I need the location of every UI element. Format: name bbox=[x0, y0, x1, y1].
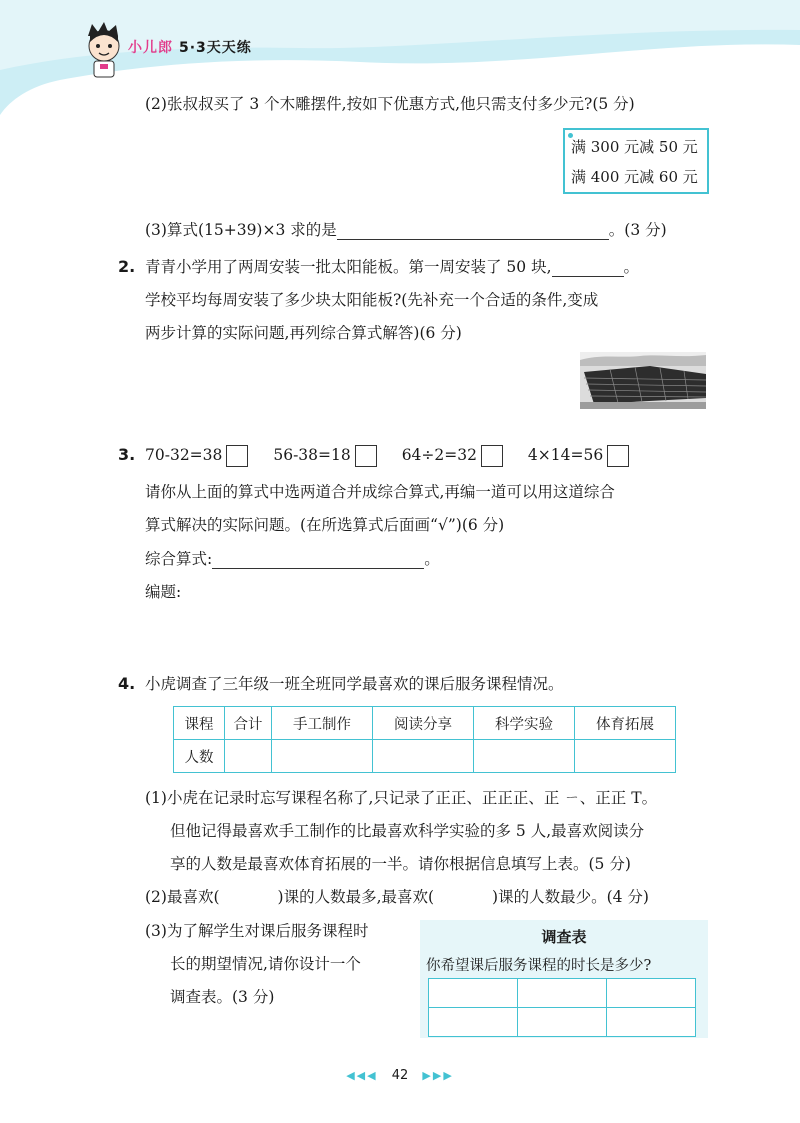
q2-line1 bbox=[145, 257, 639, 277]
q1-part3-blank[interactable] bbox=[337, 221, 609, 240]
right-arrows-icon: ▶▶▶ bbox=[422, 1069, 454, 1082]
q3-number: 3. bbox=[118, 445, 136, 464]
left-arrows-icon: ◀◀◀ bbox=[346, 1069, 378, 1082]
table-input-cell[interactable] bbox=[575, 740, 676, 773]
brand-name: 小儿郎 bbox=[128, 40, 173, 56]
q4-part2 bbox=[145, 887, 649, 907]
q4-part2-c: )课的人数最少。(4 分) bbox=[492, 888, 649, 906]
table-row bbox=[429, 979, 696, 1008]
survey-form bbox=[420, 920, 708, 1038]
page-number: 42 bbox=[391, 1068, 409, 1083]
equation-4-checkbox[interactable] bbox=[607, 445, 629, 467]
equation-2-checkbox[interactable] bbox=[355, 445, 377, 467]
table-input-cell[interactable] bbox=[373, 740, 474, 773]
survey-cell[interactable] bbox=[429, 1008, 518, 1037]
q3-line3: 算式解决的实际问题。(在所选算式后面画“√”)(6 分) bbox=[145, 516, 505, 534]
q4-part3-line3: 调查表。(3 分) bbox=[170, 988, 275, 1006]
equation-4: 4×14=56 bbox=[527, 446, 604, 464]
q3-compose-label: 编题: bbox=[145, 583, 182, 601]
table-row bbox=[174, 740, 676, 773]
solar-panel-photo bbox=[580, 352, 706, 409]
table-row bbox=[429, 1008, 696, 1037]
table-header-cell: 阅读分享 bbox=[373, 707, 474, 740]
q3-formula bbox=[145, 549, 440, 569]
table-row-label: 人数 bbox=[174, 740, 225, 773]
q3-equations bbox=[145, 445, 629, 467]
q3-formula-suffix: 。 bbox=[424, 550, 440, 568]
q4-part2-b: )课的人数最多,最喜欢( bbox=[277, 888, 435, 906]
equation-3-checkbox[interactable] bbox=[481, 445, 503, 467]
survey-cell[interactable] bbox=[607, 979, 696, 1008]
q2-line1-prefix: 青青小学用了两周安装一批太阳能板。第一周安装了 50 块, bbox=[145, 258, 552, 276]
q4-part1-line3: 享的人数是最喜欢体育拓展的一半。请你根据信息填写上表。(5 分) bbox=[170, 855, 631, 873]
q4-part3-line1: (3)为了解学生对课后服务课程时 bbox=[145, 922, 369, 940]
survey-cell[interactable] bbox=[429, 979, 518, 1008]
table-header-cell: 科学实验 bbox=[474, 707, 575, 740]
brand-title bbox=[128, 37, 252, 57]
survey-cell[interactable] bbox=[518, 1008, 607, 1037]
discount-box bbox=[563, 128, 709, 194]
q4-part3-line2: 长的期望情况,请你设计一个 bbox=[170, 955, 361, 973]
course-table bbox=[173, 706, 676, 773]
survey-grid bbox=[428, 978, 696, 1037]
q4-part1-line2: 但他记得最喜欢手工制作的比最喜欢科学实验的多 5 人,最喜欢阅读分 bbox=[170, 822, 645, 840]
q2-condition-blank[interactable] bbox=[552, 258, 624, 277]
survey-cell[interactable] bbox=[607, 1008, 696, 1037]
q1-part3 bbox=[145, 220, 667, 240]
q4-part1-line1: (1)小虎在记录时忘写课程名称了,只记录了正正、正正正、正 ㄧ、正正 T。 bbox=[145, 789, 658, 807]
table-input-cell[interactable] bbox=[474, 740, 575, 773]
q3-line2: 请你从上面的算式中选两道合并成综合算式,再编一道可以用这道综合 bbox=[145, 483, 615, 501]
q1-part3-prefix: (3)算式(15+39)×3 求的是 bbox=[145, 221, 337, 239]
discount-rule-2: 满 400 元减 60 元 bbox=[571, 168, 698, 186]
equation-1-checkbox[interactable] bbox=[226, 445, 248, 467]
q4-part2-a: (2)最喜欢( bbox=[145, 888, 220, 906]
survey-cell[interactable] bbox=[518, 979, 607, 1008]
series-name: 5·3天天练 bbox=[179, 40, 252, 56]
equation-3: 64÷2=32 bbox=[401, 446, 477, 464]
table-input-cell[interactable] bbox=[272, 740, 373, 773]
q2-line2: 学校平均每周安装了多少块太阳能板?(先补充一个合适的条件,变成 bbox=[145, 291, 599, 309]
q3-formula-label: 综合算式: bbox=[145, 550, 213, 568]
discount-rule-1: 满 300 元减 50 元 bbox=[571, 138, 698, 156]
q2-number: 2. bbox=[118, 257, 136, 276]
mascot-icon bbox=[82, 22, 126, 80]
table-header-cell: 合计 bbox=[225, 707, 272, 740]
q4-number: 4. bbox=[118, 674, 136, 693]
survey-title: 调查表 bbox=[541, 928, 587, 946]
page-footer bbox=[0, 1068, 800, 1083]
table-header-cell: 课程 bbox=[174, 707, 225, 740]
q2-line3: 两步计算的实际问题,再列综合算式解答)(6 分) bbox=[145, 324, 462, 342]
table-header-row bbox=[174, 707, 676, 740]
q1-part2-text: (2)张叔叔买了 3 个木雕摆件,按如下优惠方式,他只需支付多少元?(5 分) bbox=[145, 95, 635, 113]
table-header-cell: 手工制作 bbox=[272, 707, 373, 740]
equation-2: 56-38=18 bbox=[273, 446, 351, 464]
q3-formula-blank[interactable] bbox=[212, 550, 424, 569]
table-header-cell: 体育拓展 bbox=[575, 707, 676, 740]
q4-intro: 小虎调查了三年级一班全班同学最喜欢的课后服务课程情况。 bbox=[145, 675, 564, 693]
equation-1: 70-32=38 bbox=[145, 446, 223, 464]
table-input-cell[interactable] bbox=[225, 740, 272, 773]
survey-question: 你希望课后服务课程的时长是多少? bbox=[426, 958, 652, 974]
q1-part3-suffix: 。(3 分) bbox=[608, 221, 667, 239]
q2-line1-suffix: 。 bbox=[623, 258, 640, 276]
